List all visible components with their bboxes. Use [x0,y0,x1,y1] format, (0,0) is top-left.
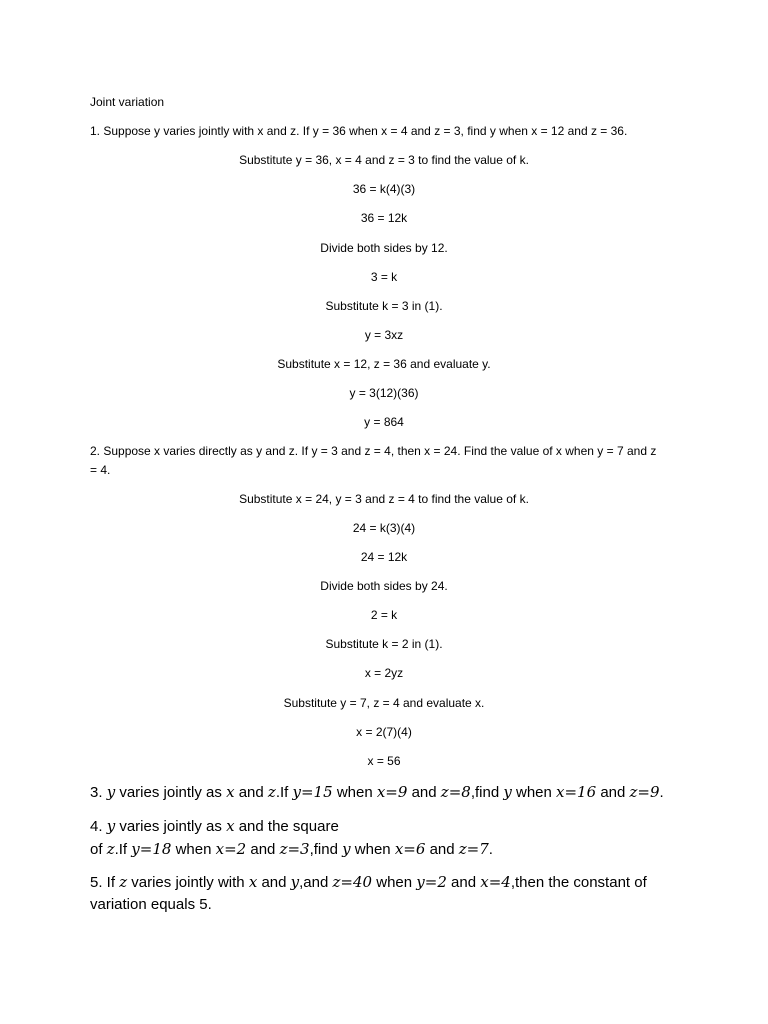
problem-2-step: Substitute k = 2 in (1). [325,637,443,651]
problem-5-question-cont: variation equals 5. [90,896,212,913]
problem-2-step: 24 = k(3)(4) [352,521,416,535]
problem-1-step: 36 = 12k [360,211,408,225]
problem-2-step: Divide both sides by 24. [320,579,448,593]
problem-1-question: 1. Suppose y varies jointly with x and z. If y = 36 when x = 4 and z = 3, find y when x = 12 and z = 36. [90,124,628,138]
problem-2-step: x = 2(7)(4) [356,725,412,739]
problem-1-step: y = 3(12)(36) [349,386,419,400]
problem-1-step: y = 3xz [364,328,404,342]
problem-2-answer: x = 56 [367,754,401,768]
problem-2-step: 2 = k [370,608,398,622]
problem-4-question-cont: of z.If y=18 when x=2 and z=3,find y when x=6 and z=7. [90,840,493,858]
problem-1-step: Substitute k = 3 in (1). [325,299,443,313]
problem-2-question: 2. Suppose x varies directly as y and z. If y = 3 and z = 4, then x = 24. Find the value of x when y = 7 and z [90,444,657,458]
problem-2-step: x = 2yz [364,666,404,680]
problem-1-step: 36 = k(4)(3) [352,182,416,196]
problem-1-step: 3 = k [370,270,398,284]
problem-5-question: 5. If z varies jointly with x and y,and z=40 when y=2 and x=4,then the constant of [90,873,647,891]
problem-2-step: 24 = 12k [360,550,408,564]
problem-2-step: Substitute y = 7, z = 4 and evaluate x. [283,696,485,710]
problem-3-question: 3. y varies jointly as x and z.If y=15 when x=9 and z=8,find y when x=16 and z=9. [90,783,664,801]
problem-2-question-cont: = 4. [90,463,111,477]
page-title: Joint variation [90,95,165,109]
problem-4-question: 4. y varies jointly as x and the square [90,817,339,835]
problem-2-step: Substitute x = 24, y = 3 and z = 4 to find the value of k. [239,492,529,506]
problem-1-step: Divide both sides by 12. [320,241,448,255]
problem-1-step: Substitute x = 12, z = 36 and evaluate y. [277,357,491,371]
problem-1-step: Substitute y = 36, x = 4 and z = 3 to find the value of k. [239,153,529,167]
problem-1-answer: y = 864 [364,415,404,429]
